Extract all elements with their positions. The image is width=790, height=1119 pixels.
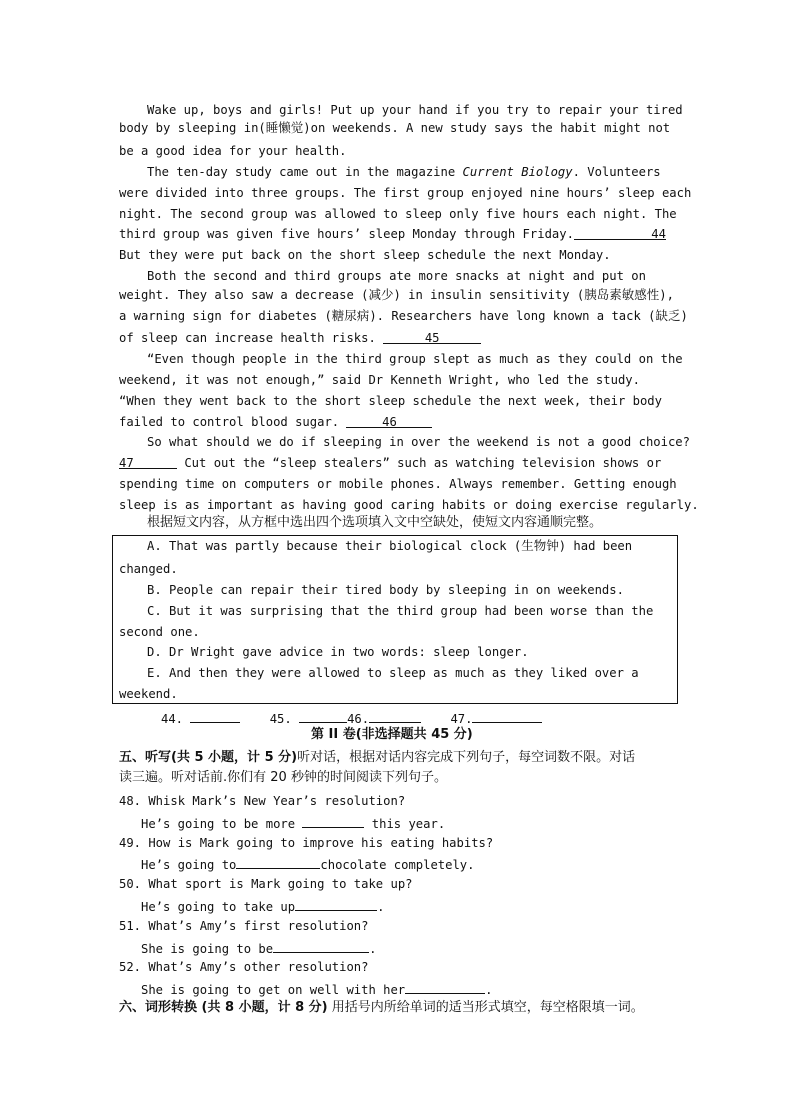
- passage-line: 47 Cut out the “sleep stealers” such as watching television shows or: [119, 456, 662, 470]
- passage-line: third group was given five hours’ sleep Monday through Friday. 44: [119, 227, 666, 241]
- passage-line: The ten-day study came out in the magazine Current Biology. Volunteers: [147, 165, 661, 179]
- passage-line: night. The second group was allowed to sleep only five hours each night. The: [119, 207, 677, 221]
- question-51: 51. What’s Amy’s first resolution?: [119, 919, 369, 933]
- question-52: 52. What’s Amy’s other resolution?: [119, 960, 369, 974]
- answer-47-field[interactable]: [472, 709, 542, 723]
- question-50: 50. What sport is Mark going to take up?: [119, 877, 413, 891]
- answer-45-field[interactable]: [299, 709, 347, 723]
- answer-50-field[interactable]: [295, 897, 377, 911]
- passage-line: “When they went back to the short sleep schedule the next week, their body: [119, 394, 662, 408]
- answer-51-field[interactable]: [273, 939, 369, 953]
- section6-heading: 六、词形转换 (共 8 小题，计 8 分) 用括号内所给单词的适当形式填空，每空格限填一词。: [119, 1000, 644, 1015]
- question-49: 49. How is Mark going to improve his eating habits?: [119, 836, 494, 850]
- passage-line: “Even though people in the third group slept as much as they could on the: [147, 352, 683, 366]
- passage-line: sleep is as important as having good caring habits or doing exercise regularly.: [119, 498, 699, 512]
- instruction: 根据短文内容，从方框中选出四个选项填入文中空缺处，使短文内容通顺完整。: [147, 515, 603, 530]
- blank-44[interactable]: 44: [574, 226, 666, 240]
- answer-46-field[interactable]: [369, 709, 421, 723]
- question-48: 48. Whisk Mark’s New Year’s resolution?: [119, 794, 406, 808]
- answer-48-field[interactable]: [302, 814, 364, 828]
- passage-line: of sleep can increase health risks. 45: [119, 330, 670, 346]
- option-e-cont: weekend.: [119, 687, 178, 701]
- passage-line: were divided into three groups. The first group enjoyed nine hours’ sleep each: [119, 186, 692, 200]
- answer-row: 44. 45. 46. 47.: [161, 709, 542, 727]
- passage-line: weight. They also saw a decrease (减少) in insulin sensitivity (胰岛素敏感性),: [119, 287, 674, 302]
- option-e: E. And then they were allowed to sleep as much as they liked over a: [147, 666, 639, 680]
- passage-line: But they were put back on the short sleep schedule the next Monday.: [119, 248, 611, 262]
- answer-44-field[interactable]: [190, 709, 240, 723]
- answer-49-field[interactable]: [236, 855, 320, 869]
- answer-line-52: She is going to get on well with her .: [141, 980, 493, 998]
- answer-line-50: He’s going to take up .: [141, 897, 384, 915]
- option-d: D. Dr Wright gave advice in two words: sleep longer.: [147, 645, 529, 659]
- blank-45[interactable]: 45: [383, 330, 481, 344]
- section5-heading-line2: 读三遍。听对话前.你们有 20 秒钟的时间阅读下列句子。: [119, 770, 447, 785]
- passage-line: a warning sign for diabetes (糖尿病). Researchers have long known a tack (缺乏): [119, 308, 688, 323]
- option-c: C. But it was surprising that the third group had been worse than the: [147, 604, 654, 618]
- section5-heading: 五、听写(共 5 小题，计 5 分)听对话，根据对话内容完成下列句子，每空词数不限。对话: [119, 750, 636, 765]
- option-b: B. People can repair their tired body by sleeping in on weekends.: [147, 583, 624, 597]
- passage-line: spending time on computers or mobile phones. Always remember. Getting enough: [119, 477, 677, 491]
- passage-line: Both the second and third groups ate more snacks at night and put on: [147, 269, 646, 283]
- answer-line-49: He’s going to chocolate completely.: [141, 855, 474, 873]
- option-a: A. That was partly because their biological clock (生物钟) had been: [147, 538, 633, 553]
- passage-line: be a good idea for your health.: [119, 144, 347, 158]
- passage-line: weekend, it was not enough,” said Dr Kenneth Wright, who led the study.: [119, 373, 640, 387]
- part2-title: 第 II 卷(非选择题共 45 分): [311, 727, 473, 742]
- option-a-cont: changed.: [119, 562, 178, 576]
- passage-line: failed to control blood sugar. 46: [119, 414, 670, 430]
- passage-line: body by sleeping in(睡懒觉)on weekends. A new study says the habit might not: [119, 120, 671, 135]
- blank-46[interactable]: 46: [346, 414, 432, 428]
- option-c-cont: second one.: [119, 625, 200, 639]
- answer-52-field[interactable]: [405, 980, 485, 994]
- blank-47[interactable]: 47: [119, 455, 177, 469]
- answer-line-48: He’s going to be more this year.: [141, 814, 445, 832]
- answer-line-51: She is going to be .: [141, 939, 376, 957]
- passage-line: Wake up, boys and girls! Put up your hand if you try to repair your tired: [147, 103, 683, 117]
- passage-line: So what should we do if sleeping in over the weekend is not a good choice?: [147, 435, 690, 449]
